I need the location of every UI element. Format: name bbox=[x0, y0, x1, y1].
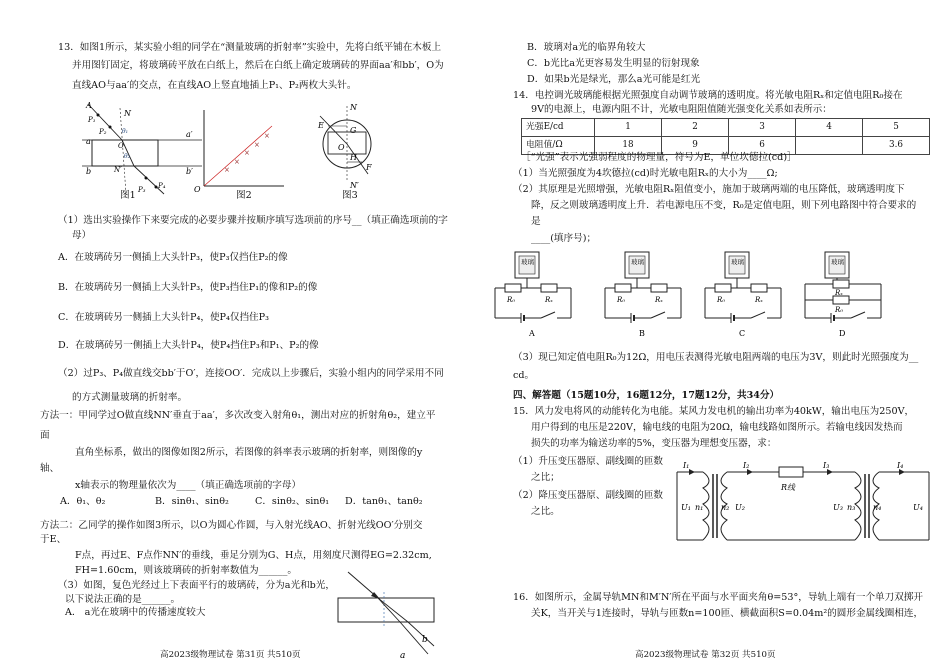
q15-sub1-line1: （1）升压变压器原、副线圈的匝数 bbox=[513, 456, 664, 467]
method1-line5: x轴表示的物理量依次为____（填正确选项前的字母） bbox=[75, 480, 302, 491]
svg-text:玻璃: 玻璃 bbox=[631, 258, 644, 266]
figure-3-caption: 图3 bbox=[342, 190, 358, 201]
q14-part1: （1）当光照强度为4坎德拉(cd)时光敏电阻Rₓ的大小为____Ω; bbox=[513, 168, 778, 179]
q13-option-a: A．在玻璃砖另一侧插上大头针P₃，使P₃仅挡住P₂的像 bbox=[58, 252, 288, 263]
q13-part2-line2: 的方式测量玻璃的折射率。 bbox=[72, 392, 188, 403]
q15-line2: 用户得到的电压是220V，输电线的电阻为20Ω，输电线路如图所示。若输电线因发热而 bbox=[531, 422, 903, 433]
figure-2-graph bbox=[194, 108, 286, 194]
q14-line1: 14．电控调光玻璃能根据光照强度自动调节玻璃的透明度。将光敏电阻Rₓ和定值电阻R₀接在 bbox=[513, 90, 903, 101]
svg-text:U₃: U₃ bbox=[833, 503, 843, 512]
svg-text:N′: N′ bbox=[350, 181, 359, 190]
svg-text:Rₓ: Rₓ bbox=[755, 296, 763, 304]
svg-text:×: × bbox=[254, 141, 260, 149]
svg-text:Rₓ: Rₓ bbox=[655, 296, 663, 304]
svg-text:n₃: n₃ bbox=[847, 503, 856, 512]
q13-part3-option-a: A． a光在玻璃中的传播速度较大 bbox=[65, 607, 206, 618]
svg-text:I₁: I₁ bbox=[683, 461, 690, 470]
svg-text:a: a bbox=[86, 137, 91, 146]
svg-text:B: B bbox=[639, 329, 645, 338]
q15-line1: 15．风力发电将风的动能转化为电能。某风力发电机的输出功率为40kW，输出电压为250V， bbox=[513, 406, 915, 417]
svg-text:U₄: U₄ bbox=[913, 503, 923, 512]
q14-part2-line4: ____(填序号)； bbox=[531, 233, 597, 244]
svg-text:R₀: R₀ bbox=[507, 296, 516, 304]
svg-text:U₂: U₂ bbox=[735, 503, 745, 512]
svg-text:I₄: I₄ bbox=[897, 461, 904, 470]
circuit-a bbox=[493, 250, 573, 338]
circuit-d bbox=[803, 250, 883, 338]
transmission-line-diagram bbox=[667, 460, 939, 552]
svg-text:n₂: n₂ bbox=[721, 503, 730, 512]
svg-text:a: a bbox=[400, 651, 406, 661]
q13-part1-line2: 母） bbox=[72, 230, 92, 241]
svg-text:b: b bbox=[86, 167, 92, 176]
method1-option-c: C．sinθ₂、sinθ₁ bbox=[255, 496, 330, 507]
q13-line3: 直线AO与aa′的交点，在直线AO上竖直地插上P₁、P₂两枚大头针。 bbox=[72, 80, 357, 91]
q16-line1: 16．如图所示，金属导轨MN和M′N′所在平面与水平面夹角θ=53°，导轨上端有一个单刀双掷开 bbox=[513, 592, 924, 603]
svg-text:C: C bbox=[739, 329, 746, 338]
svg-text:D: D bbox=[839, 329, 846, 338]
svg-text:×: × bbox=[264, 132, 270, 140]
svg-text:G: G bbox=[350, 126, 357, 135]
svg-text:n₄: n₄ bbox=[873, 503, 882, 512]
svg-text:N: N bbox=[124, 109, 131, 118]
figure-1-caption: 图1 bbox=[120, 190, 136, 201]
method2-line1: 方法二：乙同学的操作如图3所示，以O为圆心作圆，与入射光线AO、折射光线OO′分别交 bbox=[40, 520, 423, 531]
q13-part3-line2: 以下说法正确的是______。 bbox=[65, 594, 181, 605]
svg-text:H: H bbox=[350, 153, 357, 162]
figure-2-caption: 图2 bbox=[236, 190, 252, 201]
q13-option-d-right: D．如果b光是绿光，那么a光可能是红光 bbox=[527, 74, 701, 85]
q13-part2-line1: （2）过P₃、P₄做直线交bb′于O′，连接OO′．完成以上步骤后，实验小组内的同学采用不同 bbox=[58, 368, 444, 379]
q15-line3: 损失的功率为输送功率的5%，变压器为理想变压器，求： bbox=[531, 438, 777, 449]
table-cell: 3.6 bbox=[863, 137, 930, 155]
method1-line2: 面 bbox=[40, 430, 50, 441]
method1-option-a: A．θ₁、θ₂ bbox=[60, 496, 106, 507]
svg-text:P₁: P₁ bbox=[88, 116, 96, 124]
svg-text:Rₓ: Rₓ bbox=[545, 296, 553, 304]
table-cell: 电阻值/Ω bbox=[522, 137, 595, 155]
svg-text:O: O bbox=[194, 185, 201, 194]
svg-text:I₃: I₃ bbox=[823, 461, 830, 470]
svg-text:F: F bbox=[366, 163, 372, 172]
q15-sub2-line2: 之比。 bbox=[531, 506, 560, 517]
method1-line1: 方法一：甲同学过O做直线NN′垂直于aa′，多次改变入射角θ₁，测出对应的折射角θ₂，建立平 bbox=[40, 410, 436, 421]
q14-line2: 9V的电源上，电源内阻不计，光敏电阻阻值随光强变化关系如表所示： bbox=[531, 104, 832, 115]
q16-line2: 关K，当开关与1连接时，导轨与匝数n=100匝、横截面积S=0.04m²的圆形金属线圈相连， bbox=[531, 608, 924, 619]
circuit-c bbox=[703, 250, 783, 338]
method2-line2: 于E、 bbox=[40, 534, 67, 545]
q14-part2-line2: 降，反之则玻璃透明度上升．若电源电压不变，R₀是定值电阻，则下列电路图中符合要求的 bbox=[531, 200, 917, 211]
q13-line2: 并用图钉固定，将玻璃砖平放在白纸上，然后在白纸上确定玻璃砖的界面aa′和bb′，O为 bbox=[72, 60, 444, 71]
section-4-heading: 四、解答题（15题10分，16题12分，17题12分，共34分） bbox=[513, 390, 780, 401]
q14-part2-line3: 是 bbox=[531, 216, 541, 227]
figure-1-diagram bbox=[82, 102, 202, 197]
q14-part3-line2: cd。 bbox=[513, 370, 535, 381]
svg-text:θ₁: θ₁ bbox=[122, 128, 129, 135]
svg-text:a′: a′ bbox=[186, 130, 193, 139]
svg-text:b′: b′ bbox=[186, 167, 193, 176]
table-cell: 3 bbox=[729, 119, 796, 137]
method1-option-d: D．tanθ₁、tanθ₂ bbox=[345, 496, 423, 507]
q13-line1: 13．如图1所示，某实验小组的同学在“测量玻璃的折射率”实验中，先将白纸平铺在木板上 bbox=[58, 42, 442, 53]
table-cell: 9 bbox=[662, 137, 729, 155]
q14-note: ［“光强”表示光强弱程度的物理量，符号为E，单位坎德拉(cd)］ bbox=[521, 152, 797, 163]
table-cell: 5 bbox=[863, 119, 930, 137]
svg-text:×: × bbox=[224, 166, 230, 174]
q15-sub1-line2: 之比； bbox=[531, 472, 560, 483]
svg-text:A: A bbox=[86, 101, 92, 110]
table-cell: 6 bbox=[729, 137, 796, 155]
table-cell: 光强E/cd bbox=[522, 119, 595, 137]
svg-text:E: E bbox=[318, 121, 324, 130]
table-cell: 18 bbox=[595, 137, 662, 155]
q14-part2-line1: （2）其原理是光照增强，光敏电阻Rₓ阻值变小，施加于玻璃两端的电压降低，玻璃透明度下 bbox=[513, 184, 905, 195]
svg-text:R₀: R₀ bbox=[617, 296, 626, 304]
table-cell: 2 bbox=[662, 119, 729, 137]
svg-text:R₀: R₀ bbox=[717, 296, 726, 304]
svg-text:N: N bbox=[350, 103, 357, 112]
svg-text:n₁: n₁ bbox=[695, 503, 704, 512]
svg-text:R线: R线 bbox=[781, 483, 796, 492]
q13-part3-line1: （3）如图，复色光经过上下表面平行的玻璃砖，分为a光和b光， bbox=[58, 580, 335, 591]
svg-text:R₀: R₀ bbox=[835, 306, 844, 314]
q13-option-b: B．在玻璃砖另一侧插上大头针P₃，使P₃挡住P₁的像和P₂的像 bbox=[58, 282, 318, 293]
table-cell bbox=[796, 137, 863, 155]
svg-text:Rₓ: Rₓ bbox=[835, 289, 843, 297]
q13-part1-line1: （1）选出实验操作下来要完成的必要步骤并按顺序填写选项前的序号__（填正确选项前的字 bbox=[58, 215, 448, 226]
q13-option-c: C．在玻璃砖另一侧插上大头针P₄，使P₄仅挡住P₃ bbox=[58, 312, 269, 323]
q15-sub2-line1: （2）降压变压器原、副线圈的匝数 bbox=[513, 490, 664, 501]
right-page-footer: 高2023级物理试卷 第32页 共510页 bbox=[635, 650, 776, 660]
svg-text:I₂: I₂ bbox=[743, 461, 750, 470]
svg-text:O: O bbox=[338, 143, 345, 152]
svg-text:P₃: P₃ bbox=[138, 186, 146, 194]
svg-text:P₄: P₄ bbox=[158, 182, 166, 190]
q13-option-d: D．在玻璃砖另一侧插上大头针P₄，使P₄挡住P₃和P₁、P₂的像 bbox=[58, 340, 319, 351]
svg-text:玻璃: 玻璃 bbox=[521, 258, 534, 266]
figure-3-diagram bbox=[312, 102, 382, 197]
resistance-table bbox=[521, 118, 930, 155]
method2-line3: F点，再过E、F点作NN′的垂线，垂足分别为G、H点，用刻度尺测得EG=2.32cm, bbox=[75, 550, 432, 561]
svg-text:×: × bbox=[234, 158, 240, 166]
svg-text:b: b bbox=[422, 635, 428, 645]
method2-line4: FH=1.60cm，则该玻璃砖的折射率数值为______。 bbox=[75, 565, 297, 576]
glass-block-refraction-figure bbox=[338, 568, 438, 660]
method1-line4: 轴、 bbox=[40, 463, 60, 474]
svg-text:O: O bbox=[118, 142, 124, 150]
svg-text:A: A bbox=[529, 329, 535, 338]
table-row bbox=[522, 119, 930, 137]
q13-option-b-right: B．玻璃对a光的临界角较大 bbox=[527, 42, 646, 53]
left-page-footer: 高2023级物理试卷 第31页 共510页 bbox=[160, 650, 301, 660]
svg-text:玻璃: 玻璃 bbox=[731, 258, 744, 266]
circuit-b bbox=[603, 250, 683, 338]
method1-line3: 直角坐标系，做出的图像如图2所示，若图像的斜率表示玻璃的折射率，则图像的y bbox=[75, 447, 423, 458]
table-cell: 4 bbox=[796, 119, 863, 137]
svg-text:N′: N′ bbox=[114, 166, 122, 174]
svg-text:P₂: P₂ bbox=[99, 128, 107, 136]
svg-text:θ₂: θ₂ bbox=[124, 153, 131, 160]
table-cell: 1 bbox=[595, 119, 662, 137]
svg-text:玻璃: 玻璃 bbox=[831, 258, 844, 266]
svg-text:×: × bbox=[244, 149, 250, 157]
method1-option-b: B．sinθ₁、sinθ₂ bbox=[155, 496, 229, 507]
q13-option-c-right: C．b光比a光更容易发生明显的衍射现象 bbox=[527, 58, 700, 69]
q14-part3-line1: （3）现已知定值电阻R₀为12Ω，用电压表测得光敏电阻两端的电压为3V，则此时光照强度为__ bbox=[513, 352, 919, 363]
svg-text:U₁: U₁ bbox=[681, 503, 691, 512]
